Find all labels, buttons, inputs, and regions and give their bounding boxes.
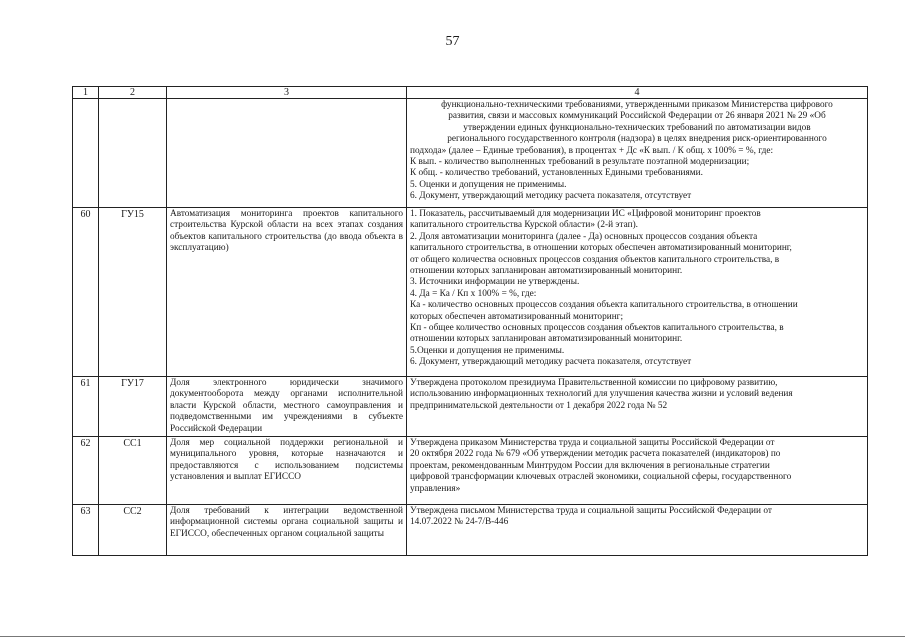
method-line: которых обеспечен автоматизированный мониторинг; <box>410 311 624 322</box>
method-line: 6. Документ, утверждающий методику расчета показателя, отсутствует <box>410 191 692 202</box>
method-line: Утверждена протоколом президиума Правительственной комиссии по цифровому развитию, <box>410 378 778 388</box>
method-cell <box>407 208 868 377</box>
indicator-name: Автоматизация мониторинга проектов капитального строительства Курской области на всех этапах создания объектов капитального строительства (до ввода объекта в эксплуатацию) <box>167 208 407 377</box>
indicator-name: Доля электронного юридически значимого документооборота между органами исполнительной власти Курской области, местного самоуправления и подведомственными им учреждениями в субъекте Российской Федерации <box>167 377 407 437</box>
method-line: Ка - количество основных процессов создания объекта капитального строительства, в отношении <box>410 300 798 311</box>
method-line: 5.Оценки и допущения не применимы. <box>410 345 565 356</box>
indicator-name: Доля требований к интеграции ведомственной информационной системы органа социальной защиты и ЕГИССО, обеспеченных органом социальной защиты <box>167 505 407 556</box>
method-line: К общ. - количество требований, установленных Едиными требованиями. <box>410 168 703 179</box>
table-row-continuation <box>73 99 868 208</box>
method-line: К вып. - количество выполненных требований в результате поэтапной модернизации; <box>410 157 750 168</box>
row-number: 63 <box>73 505 99 556</box>
indicators-table <box>72 86 868 556</box>
indicator-code: ГУ15 <box>99 208 167 377</box>
method-line: капитального строительства, в отношении которых обеспечен автоматизированный мониторинг, <box>410 243 792 254</box>
method-line: отношении которых запланирован автоматизированный мониторинг. <box>410 266 683 277</box>
indicator-code: СС2 <box>99 505 167 556</box>
method-line: отношении которых запланирован автоматизированный мониторинг. <box>410 334 683 345</box>
method-line: развития, связи и массовых коммуникаций Российской Федерации от 26 января 2021 № 29 «Об <box>448 111 826 122</box>
table-row <box>73 437 868 505</box>
method-line: 1. Показатель, рассчитываемый для модернизации ИС «Цифровой мониторинг проектов <box>410 209 761 219</box>
code-cell <box>99 99 167 208</box>
method-line: от общего количества основных процессов создания объектов капитального строительства, в <box>410 254 780 265</box>
method-line: 4. Да = Ка / Кп х 100% = %, где: <box>410 288 537 299</box>
method-line: 2. Доля автоматизации мониторинга (далее - Да) основных процессов создания объекта <box>410 231 758 242</box>
page-number: 57 <box>445 34 460 49</box>
method-line: 5. Оценки и допущения не применимы. <box>410 179 567 190</box>
table-row <box>73 208 868 377</box>
column-header-2: 2 <box>99 87 167 99</box>
method-line: предпринимательской деятельности от 1 декабря 2022 года № 52 <box>410 400 668 411</box>
method-line: Утверждена приказом Министерства труда и социальной защиты Российской Федерации от <box>410 438 775 449</box>
method-line: цифровой трансформации ключевых отраслей экономики, социальной сферы, государственного <box>410 472 792 483</box>
row-number: 60 <box>73 208 99 377</box>
column-header-4: 4 <box>407 87 868 99</box>
table-header-row <box>73 87 868 99</box>
method-line: капитального строительства Курской области» (2-й этап). <box>410 220 638 231</box>
table-row <box>73 505 868 556</box>
method-line: 3. Источники информации не утверждены. <box>410 277 580 288</box>
indicator-name: Доля мер социальной поддержки региональной и муниципального уровня, которые назначаются и предоставляются с использованием подсистемы установления и выплат ЕГИССО <box>167 437 407 505</box>
method-cell <box>407 377 868 437</box>
method-line: использованию информационных технологий для улучшения качества жизни и условий ведения <box>410 389 793 400</box>
method-line: 6. Документ, утверждающий методику расчета показателя, отсутствует <box>410 357 692 368</box>
table-row <box>73 377 868 437</box>
num-cell <box>73 99 99 208</box>
method-line: функционально-техническими требованиями, утвержденными приказом Министерства цифрового <box>441 100 833 110</box>
method-line: Утверждена письмом Министерства труда и социальной защиты Российской Федерации от <box>410 506 772 517</box>
indicator-code: СС1 <box>99 437 167 505</box>
name-cell <box>167 99 407 208</box>
row-number: 61 <box>73 377 99 437</box>
method-line: управления» <box>410 483 461 494</box>
indicator-code: ГУ17 <box>99 377 167 437</box>
method-line: проектам, рекомендованным Минтрудом России для включения в региональные стратегии <box>410 460 770 471</box>
method-line: Кп - общее количество основных процессов создания объектов капитального строительства, в <box>410 323 784 334</box>
method-cell <box>407 437 868 505</box>
method-line: регионального государственного контроля (надзора) в целях внедрения риск-ориентированного <box>447 134 827 145</box>
page-bottom-rule <box>0 636 905 637</box>
method-line: подхода» (далее – Единые требования), в процентах + Дс «К вып. / К общ. х 100% = %, где: <box>410 145 774 156</box>
method-cell <box>407 99 868 208</box>
column-header-1: 1 <box>73 87 99 99</box>
method-cell <box>407 505 868 556</box>
column-header-3: 3 <box>167 87 407 99</box>
method-line: утверждении единых функционально-технических требований по автоматизации видов <box>463 122 811 133</box>
method-line: 14.07.2022 № 24-7/В-446 <box>410 517 509 528</box>
method-line: 20 октября 2022 года № 679 «Об утверждении методик расчета показателей (индикаторов) по <box>410 449 781 460</box>
row-number: 62 <box>73 437 99 505</box>
